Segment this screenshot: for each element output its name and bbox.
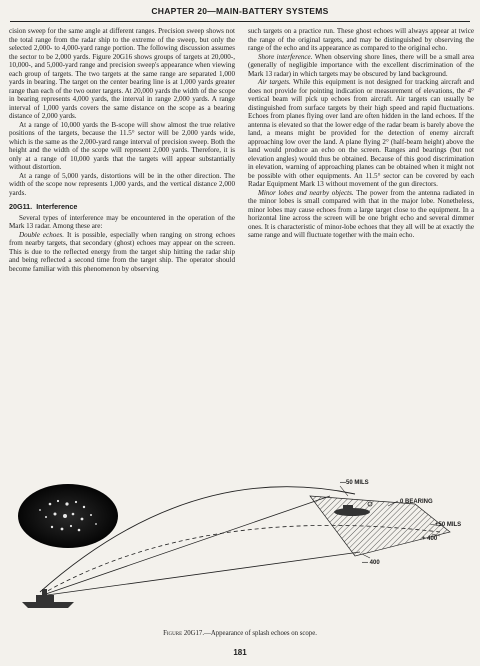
- paragraph-text: The power from the antenna radiated in the minor lobes is small compared with that in the major lobe. Nonetheless, minor lobes may cause echoes from a large target close to the equipment. In a horizontal line across the screen will be one bright echo and several dimmer ones. It is characteristic of minor-lobe echoes that they all will be at exactly the same range and will fluctuate together with the main echo.: [248, 188, 474, 239]
- run-in-heading: Minor lobes and nearby objects.: [258, 188, 354, 197]
- figure-number: Figure 20G17.: [163, 630, 205, 637]
- paragraph: At a range of 10,000 yards the B-scope will show almost the true relative positions of the targets, because the 11.5° sector will be 2,000 yards wide, which is the same as the 2,000-yard range interval of precision sweep. Both the height and the width of the scope will represent 2,000 yards. Therefore, it is only at a range of 10,000 yards that the targets will appear substantially without distortion.: [9, 120, 235, 171]
- right-column: [248, 27, 474, 240]
- paragraph: cision sweep for the same angle at different ranges. Precision sweep shows not the total range from the radar ship to the extreme of the sweep, but only the selected 2,000- to 4,000-yard range portion. The following discussion assumes the sector to be 2,000 yards. Figure 20G16 shows groups of targets at 20,000-, 10,000-, and 5,000-yard range and precision sweep's appearance when viewing each group of targets. The two targets at the same range are separated 1,000 yards in bearing. The target on the center bearing line is at 1,000 yards greater range than each of the two outer targets. At 20,000 yards the width of the scope in bearing represents 4,000 yards, the interval in range 2,000 yards. A range interval of 1,000 yards covers the same distance on the scope as a bearing distance of 2,000 yards.: [9, 27, 235, 120]
- zero-bearing-label: 0 BEARING: [400, 499, 433, 505]
- splash-echo-figure: [10, 474, 470, 624]
- paragraph: [248, 189, 474, 240]
- section-heading: [9, 203, 235, 212]
- paragraph: Several types of interference may be encountered in the operation of the Mark 13 radar. Among these are:: [9, 213, 235, 230]
- beam-line-lower: [40, 552, 360, 596]
- plus-400-label: + 400: [422, 536, 438, 542]
- paragraph-text: When observing shore lines, there will be a small area (generally of negligible importance with the excellent discrimination of the Mark 13 radar) in which targets may be obscured by land background.: [248, 52, 474, 78]
- section-title: Interference: [36, 202, 78, 211]
- figure-illustration: [10, 474, 470, 624]
- chapter-header: CHAPTER 20—MAIN-BATTERY SYSTEMS: [151, 6, 329, 16]
- paragraph: such targets on a practice run. These ghost echoes will always appear at twice the range of the original targets, and may be distinguished by observing the range of the echo and its appearance as compared to the original echo.: [248, 27, 474, 52]
- paragraph: [248, 78, 474, 189]
- minus-50-mils-label: —50 MILS: [340, 480, 369, 486]
- page-number: 181: [233, 648, 247, 657]
- header-rule: [10, 21, 470, 22]
- left-column: [9, 27, 235, 273]
- plus-50-mils-label: +50 MILS: [435, 522, 462, 528]
- run-in-heading: Shore interference.: [258, 52, 313, 61]
- run-in-heading: Double echoes.: [19, 230, 64, 239]
- paragraph-text: It is possible, especially when ranging on strong echoes from nearby targets, that secondary (ghost) echoes may appear on the screen. This is due to the reflected energy from the target ship hitting the radar ship and being reflected a second time from the target ship. The operator should become familiar with this phenomenon by observing: [9, 230, 235, 273]
- minus-400-label: — 400: [362, 560, 380, 566]
- run-in-heading: Air targets.: [258, 78, 291, 86]
- paragraph: [248, 53, 474, 79]
- scope-face: [18, 484, 118, 548]
- radar-ship-icon: [22, 589, 74, 608]
- caption-text: —Appearance of splash echoes on scope.: [204, 630, 317, 637]
- paragraph: At a range of 5,000 yards, distortions will be in the other direction. The width of the scope now represents 1,000 yards, and the vertical distance 2,000 yards.: [9, 171, 235, 197]
- figure-caption: [0, 630, 480, 637]
- precision-sweep-sector: [310, 496, 450, 556]
- paragraph: [9, 231, 235, 274]
- section-number: 20G11.: [9, 202, 33, 211]
- paragraph-text: While this equipment is not designed for tracking aircraft and does not provide for pointing indication or measurement of elevations, the 4° vertical beam will pick up echoes from aircraft. Air targets can usually be distinguished from surface targets by their high speed and rapid fluctuations. Echoes from planes flying over land are often hidden in the land echoes. If the antenna is elevated so that the lower edge of the radar beam is barely above the land, a means might be provided for the detection of enemy aircraft approaching low over the land. A plane flying 2° (half-beam height) above the land would produce an echo on the screen. Ranges and bearings (but not elevation angles) would thus be obtained. Because of this good discrimination in elevation, warning of approaching planes can be obtained when it might not be possible with other equipments. An 11.5° sector can be covered by each Radar Equipment Mark 13 without movement of the gun directors.: [248, 78, 474, 188]
